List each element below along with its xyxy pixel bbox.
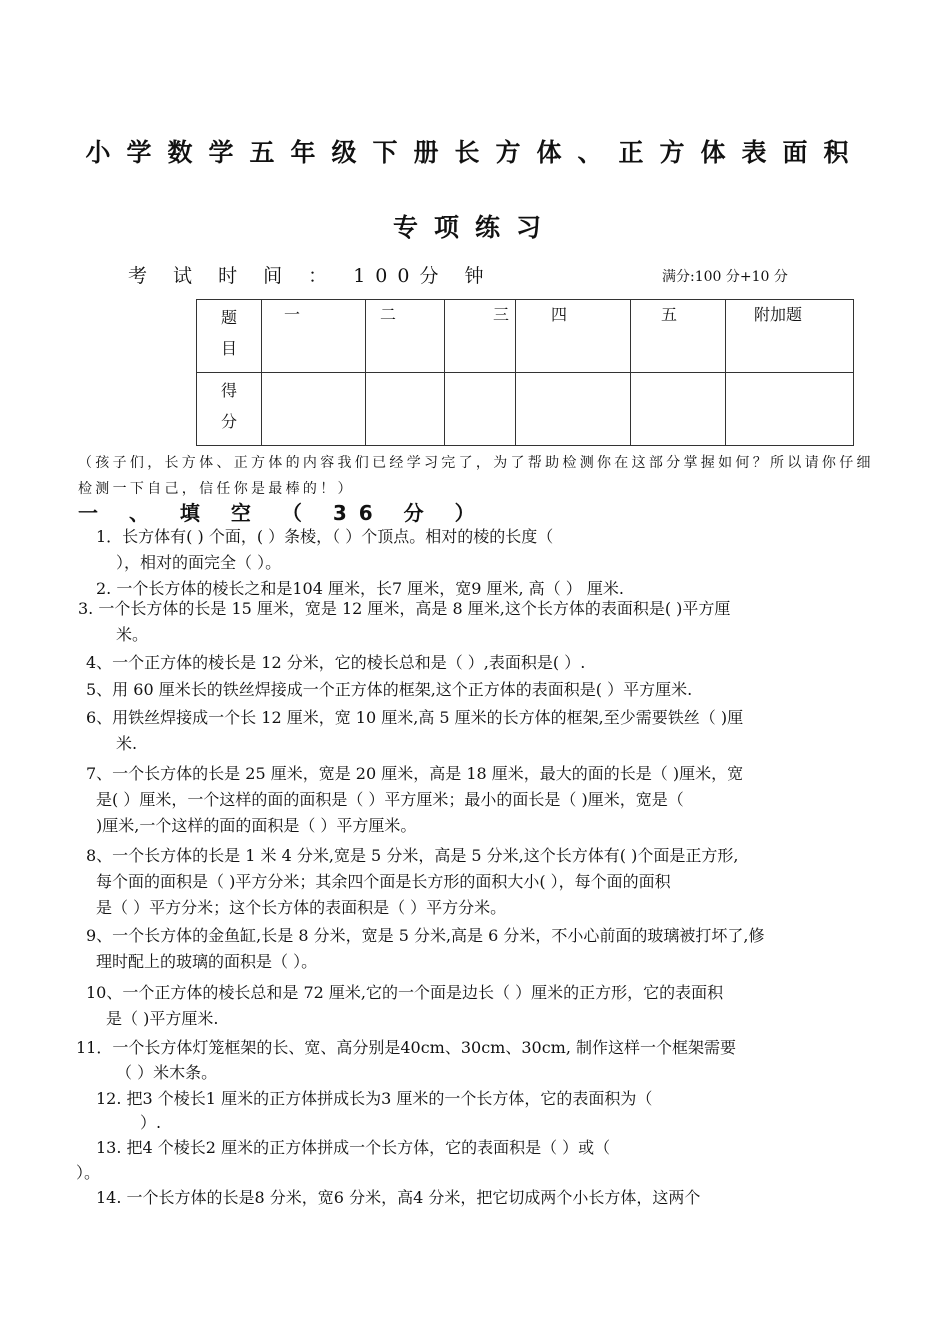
question-6-line2: 米. — [116, 734, 138, 753]
question-8-line3: 是（ ）平方分米；这个长方体的表面积是（ ）平方分米。 — [96, 898, 507, 917]
score-cell[interactable] — [726, 373, 854, 446]
question-6-line1: 6、用铁丝焊接成一个长 12 厘米，宽 10 厘米,高 5 厘米的长方体的框架,至少需要铁丝（ )厘 — [86, 708, 744, 727]
header-cell-extra: 附加题 — [726, 300, 854, 373]
question-1-line2: ），相对的面完全（ ）。 — [116, 553, 282, 572]
score-cell[interactable] — [262, 373, 366, 446]
question-3-line1: 3. 一个长方体的长是 15 厘米，宽是 12 厘米，高是 8 厘米,这个长方体的表面积是( )平方厘 — [78, 599, 731, 618]
question-10-line2: 是（ )平方厘米. — [106, 1009, 219, 1028]
score-cell[interactable] — [366, 373, 445, 446]
question-11-line2: （ ）米木条。 — [116, 1063, 218, 1082]
question-7-line2: 是( ）厘米，一个这样的面的面积是（ ）平方厘米；最小的面长是（ )厘米，宽是（ — [96, 790, 684, 809]
instruction-note: （孩子们，长方体、正方体的内容我们已经学习完了，为了帮助检测你在这部分掌握如何？所以请你仔细检测一下自己，信任你是最棒的！） — [78, 455, 874, 497]
score-cell[interactable] — [445, 373, 516, 446]
question-5-line1: 5、用 60 厘米长的铁丝焊接成一个正方体的框架,这个正方体的表面积是( ）平方厘米. — [86, 680, 693, 699]
question-3-line2: 米。 — [116, 625, 149, 644]
header-cell-3: 三 — [445, 300, 516, 373]
question-13-line2: ）。 — [76, 1163, 101, 1182]
exam-time: 考 试 时 间 ： 100分 钟 — [128, 265, 494, 287]
row-label-tihmu — [197, 300, 262, 373]
score-table-score-row — [197, 373, 854, 446]
question-12-line2: ）. — [140, 1113, 162, 1132]
question-7-line1: 7、一个长方体的长是 25 厘米，宽是 20 厘米，高是 18 厘米，最大的面的长是（ )厘米，宽 — [86, 764, 744, 783]
header-cell-5: 五 — [631, 300, 726, 373]
question-10-line1: 10、一个正方体的棱长总和是 72 厘米,它的一个面是边长（ ）厘米的正方形，它的表面积 — [86, 983, 724, 1002]
question-9-line2: 理时配上的玻璃的面积是（ ）。 — [96, 952, 318, 971]
score-cell[interactable] — [631, 373, 726, 446]
question-9-line1: 9、一个长方体的金鱼缸,长是 8 分米，宽是 5 分米,高是 6 分米，不小心前面的玻璃被打坏了,修 — [86, 926, 765, 945]
row-label-char: 目 — [220, 339, 237, 358]
question-4-line1: 4、一个正方体的棱长是 12 分米，它的棱长总和是（ ）,表面积是( ）. — [86, 653, 586, 672]
header-cell-4: 四 — [516, 300, 631, 373]
row-label-char: 题 — [220, 308, 237, 327]
question-2-line1: 2. 一个长方体的棱长之和是104 厘米，长7 厘米，宽9 厘米, 高（ ） 厘米. — [96, 579, 624, 598]
row-label-defen — [197, 373, 262, 446]
question-14-line1: 14. 一个长方体的长是8 分米，宽6 分米，高4 分米，把它切成两个小长方体，这两个 — [96, 1188, 701, 1207]
question-1-line1: 1．长方体有( ) 个面，( ）条棱，（ ）个顶点。相对的棱的长度（ — [96, 527, 554, 546]
question-13-line1: 13. 把4 个棱长2 厘米的正方体拼成一个长方体，它的表面积是（ ）或（ — [96, 1138, 611, 1157]
section-heading-fill-blank: 一 、 填 空 （ 36 分 ） — [78, 501, 487, 525]
header-cell-2: 二 — [366, 300, 445, 373]
page-title-line2: 专项练习 — [392, 213, 557, 242]
question-7-line3: )厘米,一个这样的面的面积是（ ）平方厘米。 — [96, 816, 417, 835]
question-8-line1: 8、一个长方体的长是 1 米 4 分米,宽是 5 分米，高是 5 分米,这个长方体有( )个面是正方形, — [86, 846, 739, 865]
score-cell[interactable] — [516, 373, 631, 446]
score-table — [196, 299, 854, 446]
score-table-header-row — [197, 300, 854, 373]
full-score: 满分:100 分+10 分 — [662, 269, 788, 285]
question-11-line1: 11．一个长方体灯笼框架的长、宽、高分别是40cm、30cm、30cm, 制作这样一个框架需要 — [76, 1038, 737, 1057]
page-title-line1: 小学数学五年级下册长方体、正方体表面积 — [85, 138, 865, 167]
header-cell-1: 一 — [262, 300, 366, 373]
question-12-line1: 12. 把3 个棱长1 厘米的正方体拼成长为3 厘米的一个长方体，它的表面积为（ — [96, 1089, 653, 1108]
row-label-char: 得 — [220, 381, 237, 400]
question-8-line2: 每个面的面积是（ )平方分米；其余四个面是长方形的面积大小( ），每个面的面积 — [96, 872, 671, 891]
row-label-char: 分 — [220, 412, 237, 431]
